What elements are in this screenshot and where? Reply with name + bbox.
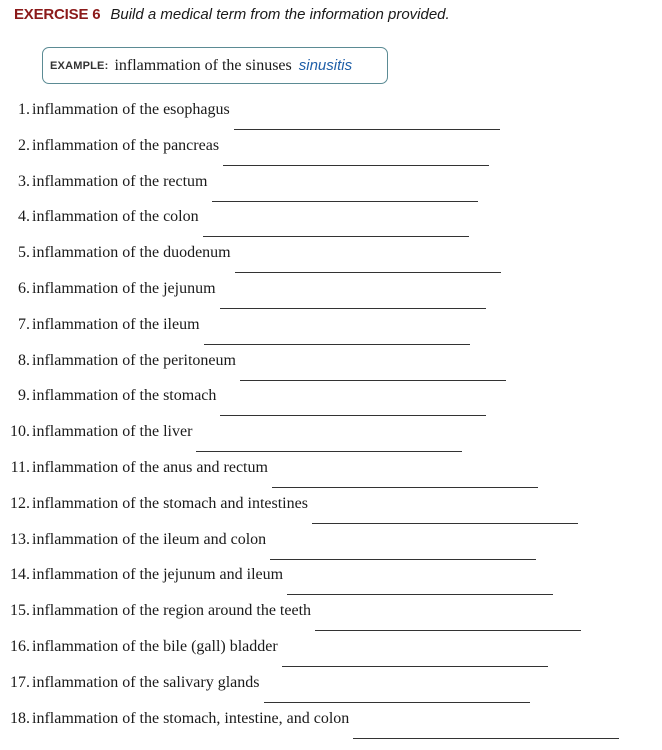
item-prompt: inflammation of the colon (32, 208, 199, 226)
item-number: 4. (18, 208, 30, 226)
item-number: 3. (18, 172, 30, 190)
exercise-item (0, 593, 662, 629)
exercise-item (0, 128, 662, 164)
item-prompt: inflammation of the ileum (32, 315, 200, 333)
item-number: 18. (10, 709, 30, 727)
item-prompt: inflammation of the duodenum (32, 244, 231, 262)
item-prompt: inflammation of the rectum (32, 172, 208, 190)
exercise-item (0, 486, 662, 522)
exercise-item (0, 343, 662, 379)
item-number: 2. (18, 136, 30, 154)
item-prompt: inflammation of the jejunum (32, 279, 216, 297)
item-number: 11. (10, 458, 30, 476)
exercise-item (0, 450, 662, 486)
item-prompt: inflammation of the anus and rectum (32, 458, 268, 476)
exercise-item (0, 629, 662, 665)
item-number: 14. (10, 566, 30, 584)
item-number: 13. (10, 530, 30, 548)
exercise-item (0, 164, 662, 200)
example-box (42, 47, 388, 84)
item-number: 12. (10, 494, 30, 512)
item-prompt: inflammation of the stomach (32, 387, 217, 405)
item-number: 7. (18, 315, 30, 333)
item-number: 17. (10, 673, 30, 691)
exercise-item (0, 92, 662, 128)
item-number: 16. (10, 637, 30, 655)
example-tag: EXAMPLE: (50, 59, 109, 72)
exercise-item (0, 701, 662, 737)
exercise-label: EXERCISE 6 (14, 5, 101, 23)
item-prompt: inflammation of the salivary glands (32, 673, 260, 691)
exercise-item (0, 522, 662, 558)
item-number: 5. (18, 244, 30, 262)
item-number: 9. (18, 387, 30, 405)
item-prompt: inflammation of the region around the teeth (32, 602, 312, 620)
item-prompt: inflammation of the peritoneum (32, 351, 236, 369)
item-prompt: inflammation of the stomach, intestine, and colon (32, 709, 350, 727)
item-number: 6. (18, 279, 30, 297)
answer-blank[interactable] (353, 738, 619, 739)
exercise-item (0, 199, 662, 235)
item-prompt: inflammation of the jejunum and ileum (32, 566, 284, 584)
example-prompt: inflammation of the sinuses (114, 56, 292, 74)
item-prompt: inflammation of the liver (32, 423, 193, 441)
exercise-item (0, 235, 662, 271)
exercise-item (0, 665, 662, 701)
item-number: 1. (18, 101, 30, 118)
example-answer: sinusitis (298, 57, 353, 74)
exercise-item (0, 378, 662, 414)
item-prompt: inflammation of the esophagus (32, 101, 230, 118)
item-number: 15. (10, 602, 30, 620)
item-prompt: inflammation of the ileum and colon (32, 530, 267, 548)
exercise-items (0, 92, 662, 736)
item-number: 10. (10, 423, 30, 441)
exercise-instructions: Build a medical term from the information provided. (110, 5, 450, 23)
item-prompt: inflammation of the stomach and intestines (32, 494, 308, 512)
exercise-item (0, 557, 662, 593)
exercise-item (0, 414, 662, 450)
item-prompt: inflammation of the bile (gall) bladder (32, 637, 278, 655)
exercise-item (0, 307, 662, 343)
exercise-item (0, 271, 662, 307)
exercise-header (14, 4, 450, 24)
item-prompt: inflammation of the pancreas (32, 136, 220, 154)
item-number: 8. (18, 351, 30, 369)
